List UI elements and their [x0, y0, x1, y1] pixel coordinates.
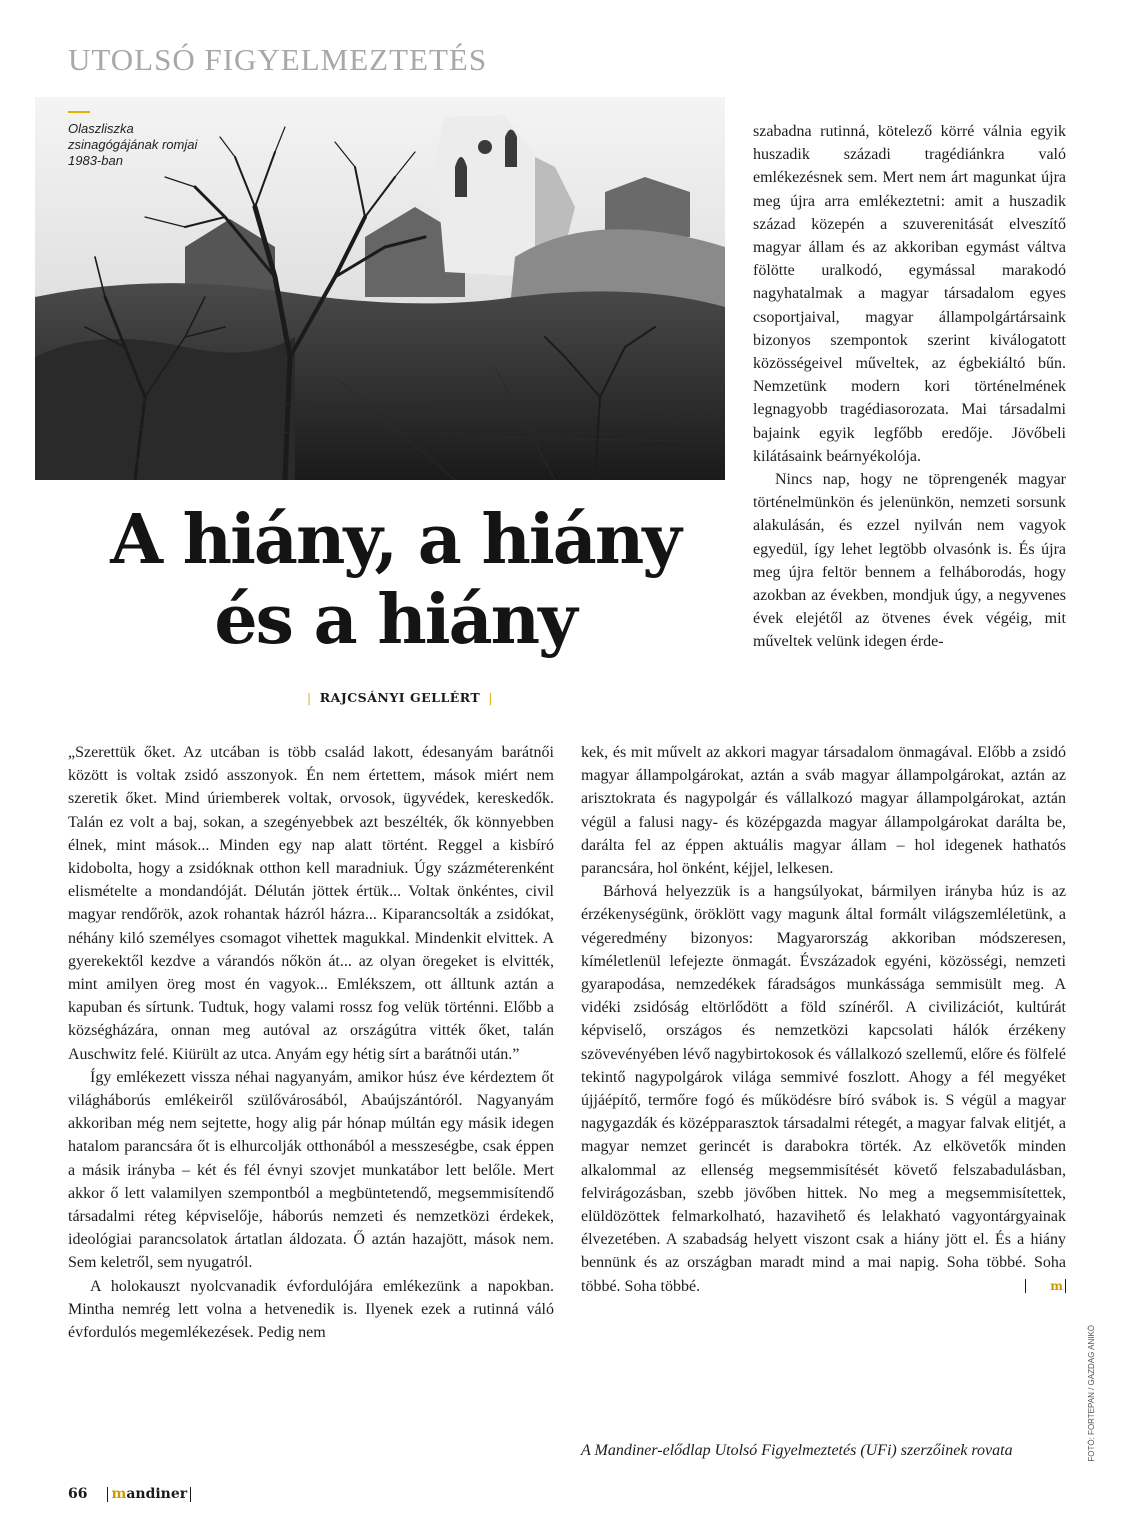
- caption-rule: [68, 111, 90, 113]
- paragraph: szabadna rutinná, kötelező körré válnia egyik huszadik századi tragédiánkra való emlékezésnek sem. Mert nem árt magunkat újra meg újra arra emlékeztetni: amit a huszadik század közepén a szuverenitását elveszítő magyar állam és az akkoriban egymást váltva fölötte uralkodó, egymással marakodó nagyhatalmak a magyar társadalom egyes csoportjaival, magyar állampolgártársaink bizonyos szempontok szerint kiválogatott közösségeivel műveltek, az égbekiáltó bűn. Nemzetünk modern kori történelmének legnagyobb tragédiasorozata. Mai társadalmi bajaink egyik legfőbb eredője. Jövőbeli kilátásaink beárnyékolója.: [753, 123, 1066, 465]
- paragraph: Nincs nap, hogy ne töprengenék magyar történelmünkön és jelenünkön, nemzeti sorsunk alakulásán, és ezzel nyilván nem vagyok egyedül, így lehet legtöbb olvasónk is. És újra meg újra feltör bennem a felháborodás, hogy azokban az években, mondjuk úgy, a negyvenes évek elejétől az ötvenes évek végéig, mit műveltek velünk idegen érde-: [753, 471, 1066, 651]
- paragraph: Így emlékezett vissza néhai nagyanyám, amikor húsz éve kérdeztem őt világháborús emlékeiről szülővárosából, Abaújszántóról. Nagyanyám akkoriban még nem sejtette, hogy alig pár hónap múltán egy másik idegen hatalom parancsára őt is elhurcolják otthonából a messzeségbe, csak éppen a másik irányba – két és fél évnyi szovjet munkatábor lett belőle. Mert akkor ő lett valamilyen szempontból a megbüntetendő, megsemmisítendő társadalmi réteg képviselője, háborús nemzeti és nemzetközi érdekek, ideológiai parancsolatok ártatlan áldozata. Ő aztán hazajött, mások nem. Sem keletről, sem nyugatról.: [68, 1068, 554, 1272]
- section-title: UTOLSÓ FIGYELMEZTETÉS: [68, 42, 488, 77]
- photo-credit: FOTÓ: FORTEPAN / GAZDAG ANIKÓ: [1087, 1325, 1096, 1462]
- byline: [200, 690, 600, 705]
- page-number: 66: [68, 1486, 88, 1502]
- paragraph: kek, és mit művelt az akkori magyar társadalom önmagával. Előbb a zsidó magyar állampolgárokat, aztán a sváb magyar állampolgárokat, aztán az arisztokrata és nagypolgár és vállalkozó magyar állampolgárokat, aztán végül a falusi nagy- és középgazda magyar állampolgárokat darálta be, darálta fel az éppen aktuális magyar állam – hol idegenek hathatós parancsára, hol önként, kéjjel, lelkesen.: [581, 744, 1066, 878]
- column-note: A Mandiner-elődlap Utolsó Figyelmeztetés (UFi) szerzőinek rovata: [581, 1442, 1013, 1459]
- text-column-left: [68, 741, 554, 1344]
- byline-bar-right: |: [488, 690, 493, 705]
- headline-line-2: és a hiány: [214, 580, 576, 660]
- headline-line-1: A hiány, a hiány: [110, 500, 680, 580]
- article-headline: [60, 500, 730, 660]
- paragraph: „Szerettük őket. Az utcában is több család lakott, édesanyám barátnői között is voltak zsidó asszonyok. Én nem értettem, mások miért nem szeretik őket. Mind úriemberek voltak, orvosok, ügyvédek, kereskedők. Talán ez volt a baj, sokan, a szegényebbek azt beszélték, ők könnyebben élnek, mint mások... Minden egy nap alatt történt. Reggel a kisbíró kidobolta, hogy a zsidóknak otthon kell maradniuk. Úgy százméterenként elismételte a mondandóját. Délután jöttek értük... Voltak önkéntes, civil magyar rendőrök, azok rohantak házról házra... Kiparancsolták a zsidókat, néhány kiló személyes csomagot vihettek magukkal. Mindenkit elvittek. A gyerekektől kezdve a várandós nőkön át... az olyan öregeket is elvitték, mint amilyen öreg most én vagyok... Emlékszem, ott álltunk aztán a kapuban és sírtunk. Tudtuk, hogy valami rossz fog velük történni. Előbb a községházára, onnan meg autóval az országútra vitték őket, talán Auschwitz felé. Kiürült az utca. Anyám egy hétig sírt a barátnői után.”: [68, 744, 554, 1063]
- author-name: RAJCSÁNYI GELLÉRT: [319, 690, 481, 705]
- paragraph-final: [581, 880, 1066, 1298]
- text-column-right-bottom: [581, 741, 1066, 1298]
- brand-logo: [107, 1487, 191, 1502]
- final-paragraph-text: Bárhová helyezzük is a hangsúlyokat, bármilyen irányba húz is az érzékenységünk, öröklött vagy magunk által formált világszemléletünk, a végeredmény bizonyos: Magyarország akkoriban módszeresen, kíméletlenül lefejezte önmagát. Évszázadok egyéni, közösségi, nemzeti gyarapodása, nemzedékek fáradságos munkássága semmisült meg. A vidéki zsidóság eltörlődött a föld színéről. A civilizációt, kultúrát képviselő, országos és nemzetközi kapcsolati hálók érzékeny szövevényében lévő nagybirtokosok és vállalkozó szellemű, előre és fölfelé tekintő nagypolgárok világa semmivé foszlott. Ahogy a fél megyéket újjáépítő, termőre fogó és működésre bíró svábok is. S végül a magyar nagygazdák és középparasztok társadalmi rétegét, a magyar falvak elitjét, a magyar nemzet gerincét is darabokra törték. Az elkövetők minden alkalommal az ellenség megsemmisítését követő felszabadulásban, felvirágozásban, szebb jövőben hittek. No meg a megsemmisítettek, elüldözöttek felmarkolható, hazavihető és lelakható vagyontárgyainak élvezetében. A szabadság helyett viszont csak a hiány jött el. És a hiány bennünk és az országban maradt mind a mai napig. Soha többé. Soha többé. Soha többé.: [581, 883, 1066, 1295]
- page-footer: [68, 1486, 191, 1502]
- brand-logo-text: andiner: [126, 1485, 188, 1502]
- brand-logo-m: m: [111, 1485, 127, 1502]
- byline-bar-left: |: [307, 690, 312, 705]
- photo-caption: Olaszliszka zsinagógájának romjai 1983-ban: [68, 121, 198, 168]
- end-mark-icon: m: [1025, 1279, 1066, 1293]
- text-column-right-top: [753, 120, 1066, 654]
- paragraph: A holokauszt nyolcvanadik évfordulójára emlékezünk a napokban. Mintha nemrég lett volna a hetvenedik is. Ilyenek ezek a rutinná váló évfordulós megemlékezések. Pedig nem: [68, 1277, 554, 1342]
